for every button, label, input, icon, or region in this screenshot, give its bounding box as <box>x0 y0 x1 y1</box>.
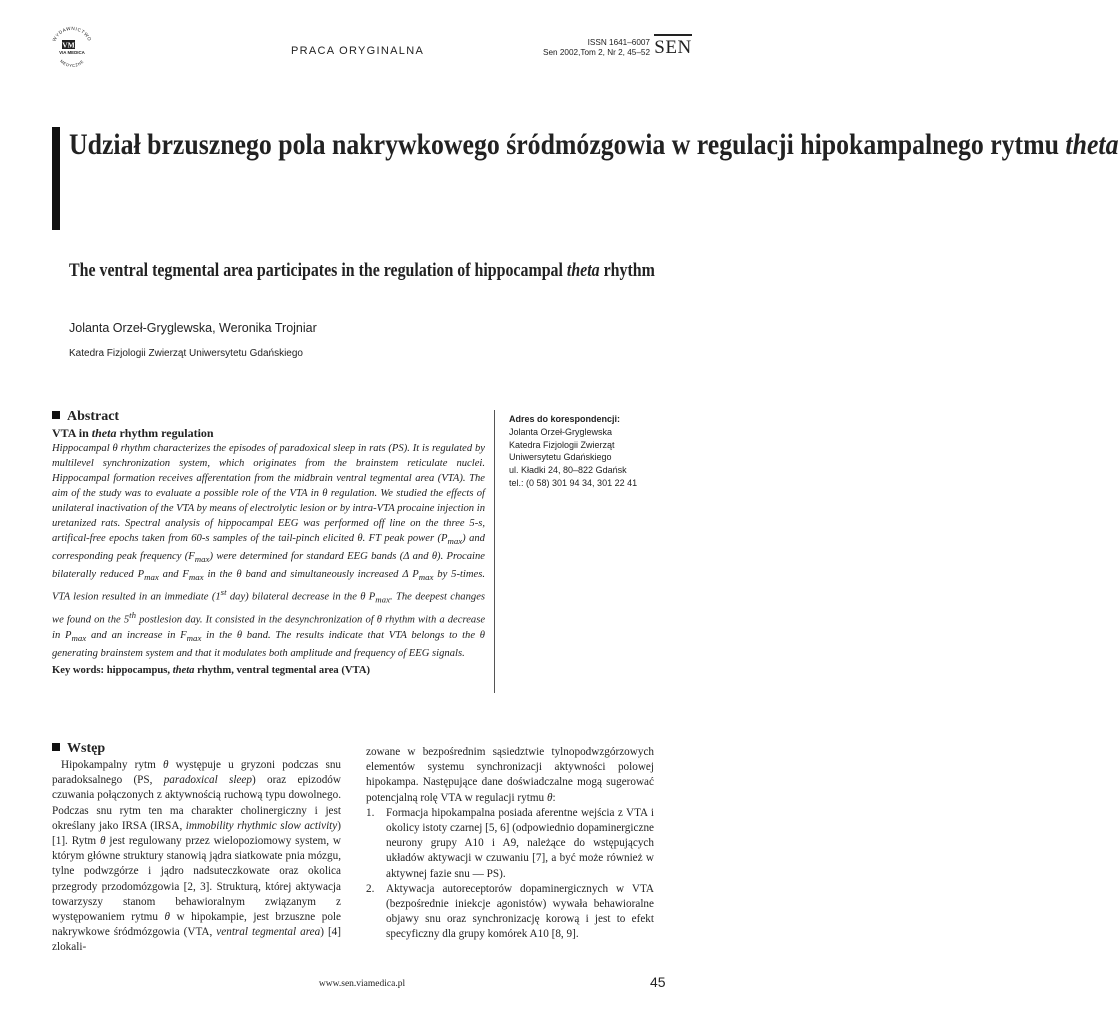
intro-heading-text: Wstęp <box>67 741 106 756</box>
abstract-seg: P <box>365 591 376 603</box>
subscript: max <box>418 572 434 583</box>
title-en-italic: theta <box>566 261 600 281</box>
title-en-part1: The ventral tegmental area participates in the regulation of hippocampal <box>69 261 563 281</box>
abstract-seg: . FT peak power (P <box>362 533 448 544</box>
theta-symbol: θ <box>376 614 383 626</box>
abstract-seg: band and simultaneously increased Δ P <box>241 569 419 581</box>
italic-seg: immobility rhythmic slow activity <box>185 819 338 832</box>
theta-symbol: θ <box>322 488 328 499</box>
sidebar-divider <box>494 410 495 693</box>
abstract-heading <box>52 409 485 425</box>
citation: Sen 2002,Tom 2, Nr 2, 45–52 <box>543 48 650 57</box>
correspondence-line: Uniwersytetu Gdańskiego <box>509 452 612 463</box>
abstract-seg: postlesion day. It consisted in the desynchronization of <box>136 614 377 626</box>
correspondence-title: Adres do korespondencji: <box>509 414 621 424</box>
correspondence-line: Katedra Fizjologii Zwierząt <box>509 439 615 450</box>
logo-bottom-arc-text: MEDYCZNE <box>59 58 85 69</box>
text-seg: występuje u gryzoni podczas snu paradoksalnego (PS, <box>52 759 342 787</box>
text-seg: ) [4] zlokali- <box>52 926 341 954</box>
subscript: max <box>188 572 204 583</box>
keywords-c: rhythm, ventral tegmental area (VTA) <box>197 664 371 676</box>
abstract-seg: generating brainstem system and that it modulates both amplitude and frequency of EEG signals. <box>52 647 465 659</box>
intro-paragraph-continued <box>366 745 654 806</box>
title-pl-part1: Udział brzusznego pola nakrywkowego śródmózgowia w regulacji hipokampalnego rytmu <box>69 128 1059 161</box>
text-seg: ) oraz epizodów czuwania połączonych z aktywnością ruchową typu dowolnego. Podczas snu rytm ten ma charakter cholinergiczny i jest określany jako IRSA (IRSA, <box>52 774 341 832</box>
abstract-seg: and an increase in F <box>86 629 187 641</box>
authors: Jolanta Orzeł-Gryglewska, Weronika Trojniar <box>69 321 317 335</box>
list-item-number: 2. <box>366 882 375 895</box>
abstract-seg: ). Procaine bilaterally reduced P <box>52 551 485 581</box>
intro-heading <box>52 741 341 757</box>
correspondence-line: tel.: (0 58) 301 94 34, 301 22 41 <box>509 477 638 488</box>
journal-mark-bar <box>654 34 692 36</box>
journal-citation <box>510 38 650 58</box>
subscript: max <box>194 554 210 565</box>
svg-text:VM: VM <box>62 40 75 50</box>
italic-seg: paradoxical sleep <box>163 774 252 787</box>
article-title-pl <box>69 126 1118 163</box>
text-seg: : <box>552 791 556 804</box>
abstract-subheading <box>52 425 485 441</box>
correspondence-line: ul. Kładki 24, 80–822 Gdańsk <box>509 465 627 476</box>
text-seg: w hipokampie, jest brzuszne pole nakrywkowe śródmózgowia (VTA, <box>52 911 341 939</box>
subscript: max <box>375 594 391 605</box>
text-seg: Hipokampalny rytm <box>61 759 163 771</box>
theta-symbol: θ <box>100 835 106 848</box>
theta-symbol: θ <box>112 443 118 454</box>
theta-symbol: θ <box>236 569 242 581</box>
italic-seg: ventral tegmental area <box>216 926 321 939</box>
intro-column-2 <box>366 745 654 943</box>
abstract-heading-text: Abstract <box>67 409 120 424</box>
abstract-seg: ) were determined for standard EEG bands (Δ and <box>209 551 432 563</box>
abstract-text <box>52 441 485 661</box>
keywords-b: theta <box>172 664 195 676</box>
title-pl-italic: theta <box>1065 128 1118 161</box>
list-item-number: 1. <box>366 806 375 819</box>
subscript: max <box>144 572 159 583</box>
svg-text:MEDYCZNE <box>59 59 85 69</box>
theta-symbol: θ <box>431 551 438 563</box>
intro-paragraph <box>52 758 341 956</box>
title-en-part2: rhythm <box>603 261 655 281</box>
via-medica-logo <box>47 23 97 73</box>
abstract-sub-a: VTA in <box>52 426 89 440</box>
journal-mark <box>654 34 692 59</box>
footer-url: www.sen.viamedica.pl <box>318 979 406 989</box>
list-item-text: Aktywacja autoreceptorów dopaminergicznych w VTA (bezpośrednie iniekcje agonistów) wywała behawioralne objawy snu oraz synchronizację korową i jest to efekt specyficzny dla grupy komórek A10 [8, 9]. <box>386 882 654 941</box>
abstract-seg: ) and corresponding peak frequency (F <box>52 533 485 563</box>
theta-symbol: θ <box>479 629 485 641</box>
abstract-seg: band. The results indicate that VTA belongs to the <box>242 629 480 641</box>
logo-brand-text: VIA MEDICA <box>59 50 85 55</box>
correspondence-line: Jolanta Orzeł-Gryglewska <box>509 426 613 437</box>
abstract-sub-b: theta <box>91 426 117 440</box>
text-seg: ) [1]. Rytm <box>52 819 341 848</box>
theta-symbol: θ <box>236 629 243 641</box>
abstract-seg: rhythm with a decrease in P <box>52 614 486 641</box>
section-label: PRACA ORYGINALNA <box>291 45 425 57</box>
abstract-seg: by 5-times. VTA lesion resulted in an immediate (1 <box>52 569 485 603</box>
abstract-seg: and F <box>158 569 189 581</box>
theta-symbol: θ <box>357 533 363 544</box>
keywords-a: Key words: hippocampus, <box>52 664 171 676</box>
intro-column-1 <box>52 741 341 956</box>
abstract-seg: in the <box>203 569 237 581</box>
theta-symbol: θ <box>164 911 171 924</box>
abstract-seg: Hippocampal <box>52 443 113 454</box>
journal-mark-text: SEN <box>654 37 692 58</box>
abstract-seg: day) bilateral decrease in the <box>226 591 361 603</box>
keywords <box>52 663 485 679</box>
text-seg: zowane w bezpośrednim sąsiedztwie tylnopodwzgórzowych elementów systemu synchronizacji aktywności polowej hipokampa. Następujące dane doświadczalne mogą sugerować potencjalną rolę VTA w regulacji rytmu <box>366 746 654 804</box>
square-bullet-icon <box>52 411 60 419</box>
superscript: th <box>129 609 136 620</box>
theta-symbol: θ <box>360 591 366 603</box>
square-bullet-icon <box>52 743 60 751</box>
subscript: max <box>447 536 463 547</box>
logo-top-arc-text: WYDAWNICTWO <box>51 25 93 43</box>
page-number: 45 <box>650 974 666 990</box>
list-item-text: Formacja hipokampalna posiada aferentne wejścia z VTA i okolicy istoty czarnej [5, 6] (odpowiednio dopaminergiczne neurony grupy A10 i A9, należące do wstępujących układów aktywacji w czuwaniu [7], a być może również w aktywnej fazie snu — PS). <box>386 806 654 880</box>
superscript: st <box>220 587 227 598</box>
abstract-seg: rhythm characterizes the episodes of paradoxical sleep in rats (PS). It is regulated by multilevel synchronization system, which originates from the brainstem reticulate nuclei. Hippocampal formation receives afferentation from the midbrain ventral tegmental area (VTA). The aim of the study was to evaluate a possible role of the VTA in <box>52 443 485 499</box>
list-item <box>366 882 654 943</box>
evidence-list <box>366 806 654 943</box>
affiliation: Katedra Fizjologii Zwierząt Uniwersytetu Gdańskiego <box>69 348 303 359</box>
text-seg: jest regulowany przez wielopoziomowy system, w którym główne struktury stanowią jądra siatkowate pnia mózgu, tylne podwzgórze i jądro nadsuteczkowate oraz okolica przegrody przodomózgowia [2, 3]. Strukturą, której aktywacja towarzyszy stanom behawioralnym związanym z występowaniem rytmu <box>52 835 342 924</box>
abstract-sub-c: rhythm regulation <box>119 426 214 440</box>
subscript: max <box>186 632 202 643</box>
theta-symbol: θ <box>546 791 553 804</box>
subscript: max <box>71 632 87 643</box>
article-title-en <box>69 260 655 282</box>
issn: ISSN 1641–6007 <box>587 38 650 47</box>
abstract <box>52 409 485 679</box>
theta-symbol: θ <box>162 759 169 771</box>
abstract-seg: in the <box>201 629 237 641</box>
abstract-seg: regulation. We studied the effects of unilateral inactivation of the VTA by means of electrolytic lesion or by intra-VTA procaine injection in uretanized rats. Spectral analysis of hippocampal EEG was performed off line on the three 5-s, artifical-free epochs taken from 60-s samples of the tail-pinch elicited <box>52 488 486 544</box>
title-bar <box>52 127 60 230</box>
correspondence-box <box>509 413 679 490</box>
list-item <box>366 806 654 882</box>
abstract-seg: . The deepest changes we found on the 5 <box>52 591 486 626</box>
